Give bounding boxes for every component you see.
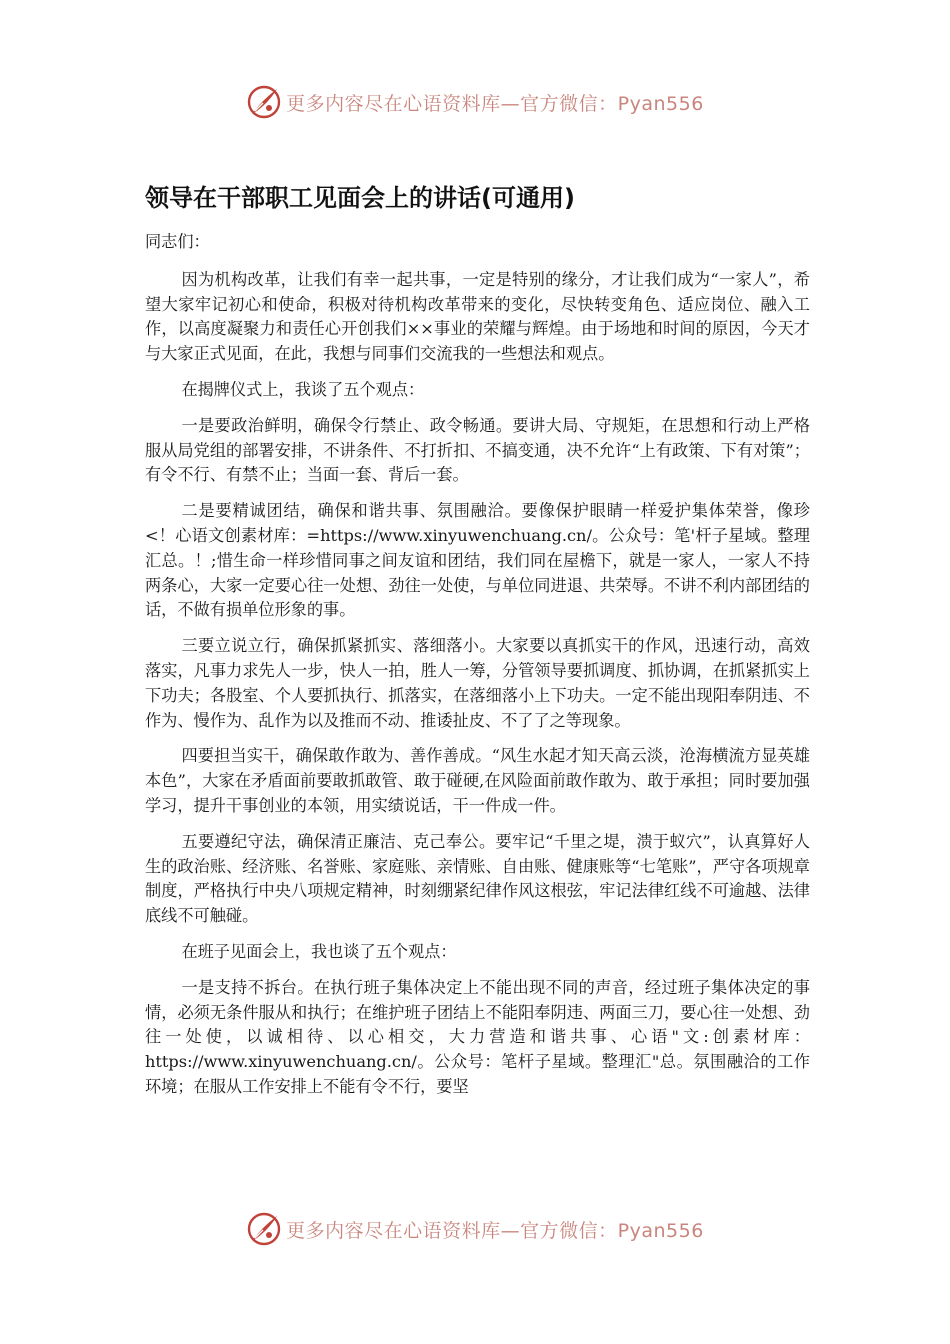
paragraph: 一是支持不拆台。在执行班子集体决定上不能出现不同的声音，经过班子集体决定的事情，必须无条件服从和执行；在维护班子团结上不能阳奉阴违、两面三刀，要心往一处想、劲往一处使，以诚相待、以心相交，大力营造和谐共事、心语"文:创素材库：https://www.xinyuwenchuang.cn/。公众号：笔杆子星域。整理汇"总。氛围融洽的工作环境；在服从工作安排上不能有令不行，要坚 — [145, 977, 810, 1096]
quill-logo-icon — [246, 1211, 282, 1247]
document-body — [145, 230, 810, 1111]
paragraph: 一是要政治鲜明，确保令行禁止、政令畅通。要讲大局、守规矩，在思想和行动上严格服从局党组的部署安排，不讲条件、不打折扣、不搞变通，决不允许“上有政策、下有对策”；有令不行、有禁不止；当面一套、背后一套。 — [145, 415, 810, 485]
paragraph: 二是要精诚团结，确保和谐共事、氛围融洽。要像保护眼睛一样爱护集体荣誉，像珍<！心语文创素材库：=https://www.xinyuwenchuang.cn/。公众号：笔'杆子星域。整理汇总。！;惜生命一样珍惜同事之间友谊和团结，我们同在屋檐下，就是一家人，一家人不持两条心，大家一定要心往一处想、劲往一处使，与单位同进退、共荣辱。不讲不利内部团结的话，不做有损单位形象的事。 — [145, 501, 810, 620]
paragraph: 三要立说立行，确保抓紧抓实、落细落小。大家要以真抓实干的作风，迅速行动，高效落实，凡事力求先人一步，快人一拍，胜人一筹，分管领导要抓调度、抓协调，在抓紧抓实上下功夫；各股室、个人要抓执行、抓落实，在落细落小上下功夫。一定不能出现阳奉阴违、不作为、慢作为、乱作为以及推而不动、推诿扯皮、不了了之等现象。 — [145, 636, 810, 730]
document-title: 领导在干部职工见面会上的讲话(可通用) — [145, 184, 575, 212]
header-banner — [0, 82, 950, 122]
banner-text: 更多内容尽在心语资料库—官方微信：Pyan556 — [286, 92, 704, 115]
paragraph: 在班子见面会上，我也谈了五个观点： — [181, 941, 457, 961]
paragraph: 四要担当实干，确保敢作敢为、善作善成。“风生水起才知天高云淡，沧海横流方显英雄本色”，大家在矛盾面前要敢抓敢管、敢于碰硬,在风险面前敢作敢为、敢于承担；同时要加强学习，提升干事创业的本领，用实绩说话，干一件成一件。 — [145, 746, 810, 815]
paragraph: 因为机构改革，让我们有幸一起共事，一定是特别的缘分，才让我们成为“一家人”，希望大家牢记初心和使命，积极对待机构改革带来的变化，尽快转变角色、适应岗位、融入工作，以高度凝聚力和责任心开创我们××事业的荣耀与辉煌。由于场地和时间的原因，今天才与大家正式见面，在此，我想与同事们交流我的一些想法和观点。 — [145, 269, 810, 364]
quill-logo-icon — [246, 84, 282, 120]
greeting: 同志们： — [145, 232, 210, 251]
paragraph: 五要遵纪守法，确保清正廉洁、克己奉公。要牢记“千里之堤，溃于蚁穴”，认真算好人生的政治账、经济账、名誉账、家庭账、亲情账、自由账、健康账等“七笔账”，严守各项规章制度，严格执行中央八项规定精神，时刻绷紧纪律作风这根弦，牢记法律红线不可逾越、法律底线不可触碰。 — [145, 831, 810, 926]
banner-text: 更多内容尽在心语资料库—官方微信：Pyan556 — [286, 1219, 704, 1242]
footer-banner — [0, 1209, 950, 1249]
paragraph: 在揭牌仪式上，我谈了五个观点： — [181, 379, 425, 399]
